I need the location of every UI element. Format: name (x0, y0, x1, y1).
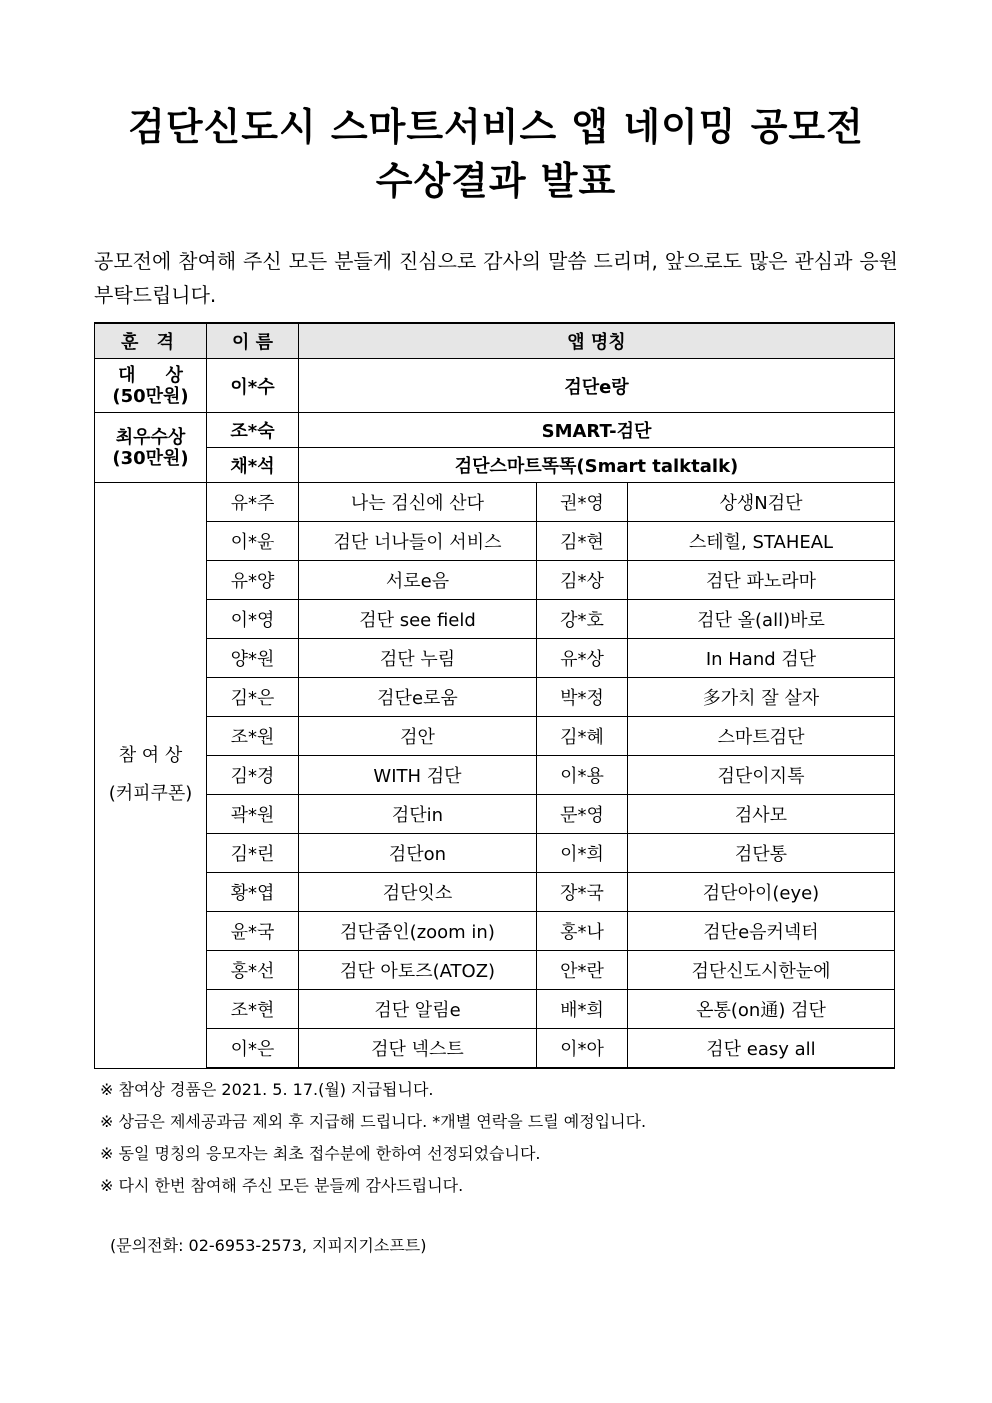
winner-name: 안*란 (537, 951, 628, 990)
winner-app: 검단 알림e (299, 990, 537, 1029)
note-item: ※ 다시 한번 참여해 주신 모든 분들께 감사드립니다. (100, 1176, 464, 1195)
winner-name: 곽*원 (207, 795, 299, 834)
winner-app: 나는 검신에 산다 (299, 483, 537, 522)
participation-row (95, 483, 895, 522)
winner-app: 검단 넥스트 (299, 1029, 537, 1069)
winner-app: 검단e음커넥터 (628, 912, 895, 951)
participation-row (95, 678, 895, 717)
winner-name: 김*린 (207, 834, 299, 873)
winner-app: 검사모 (628, 795, 895, 834)
note-item: ※ 동일 명칭의 응모자는 최초 접수분에 한하여 선정되었습니다. (100, 1144, 541, 1163)
grand-winner-app: 검단e랑 (299, 359, 895, 413)
page-subtitle: 수상결과 발표 (375, 159, 617, 203)
header-app-name: 앱 명칭 (299, 323, 895, 359)
winner-app: 검단이지톡 (628, 756, 895, 795)
page-title: 검단신도시 스마트서비스 앱 네이밍 공모전 (128, 105, 864, 149)
winner-name: 이*영 (207, 600, 299, 639)
contact-info: (문의전화: 02-6953-2573, 지피지기소프트) (110, 1236, 427, 1255)
grand-winner-name: 이*수 (207, 359, 299, 413)
winner-name: 김*혜 (537, 717, 628, 756)
excellence-row (95, 413, 895, 448)
participation-row (95, 834, 895, 873)
participation-row (95, 990, 895, 1029)
note-item: ※ 참여상 경품은 2021. 5. 17.(월) 지급됩니다. (100, 1080, 434, 1099)
participation-row (95, 951, 895, 990)
grand-award-label-b: 상 (165, 364, 183, 386)
excellence-award-cell (95, 413, 207, 483)
winner-name: 이*아 (537, 1029, 628, 1069)
winner-name: 이*용 (537, 756, 628, 795)
winner-name: 김*상 (537, 561, 628, 600)
winner-app: 서로e음 (299, 561, 537, 600)
winner-app: 검안 (299, 717, 537, 756)
winner-app: 검단 easy all (628, 1029, 895, 1069)
winner-name: 이*윤 (207, 522, 299, 561)
winner-app: In Hand 검단 (628, 639, 895, 678)
grand-award-label-a: 대 (118, 364, 136, 386)
participation-row (95, 912, 895, 951)
participation-row (95, 873, 895, 912)
excellence-winner-app: 검단스마트똑똑(Smart talktalk) (299, 448, 895, 483)
winner-app: 검단아이(eye) (628, 873, 895, 912)
excellence-prize-amount: (30만원) (112, 447, 189, 469)
winner-app: 스테힐, STAHEAL (628, 522, 895, 561)
grand-prize-amount: (50만원) (112, 385, 189, 407)
winner-name: 황*엽 (207, 873, 299, 912)
winner-name: 김*은 (207, 678, 299, 717)
winner-name: 양*원 (207, 639, 299, 678)
winner-app: 검단 see field (299, 600, 537, 639)
winner-app: 검단줌인(zoom in) (299, 912, 537, 951)
winner-name: 홍*선 (207, 951, 299, 990)
winner-name: 윤*국 (207, 912, 299, 951)
header-award: 훈 격 (95, 323, 207, 359)
winner-name: 유*주 (207, 483, 299, 522)
winner-name: 박*정 (537, 678, 628, 717)
winner-app: 온통(on通) 검단 (628, 990, 895, 1029)
winner-name: 김*경 (207, 756, 299, 795)
winner-app: 스마트검단 (628, 717, 895, 756)
winner-app: 검단 올(all)바로 (628, 600, 895, 639)
participation-row (95, 600, 895, 639)
winner-app: 검단신도시한눈에 (628, 951, 895, 990)
winner-app: 검단 파노라마 (628, 561, 895, 600)
winner-app: 검단 너나들이 서비스 (299, 522, 537, 561)
winner-name: 홍*나 (537, 912, 628, 951)
winner-name: 김*현 (537, 522, 628, 561)
winner-app: 多가치 잘 살자 (628, 678, 895, 717)
excellence-row (95, 448, 895, 483)
participation-award-label: 참 여 상 (118, 745, 183, 767)
participation-row (95, 756, 895, 795)
participation-row (95, 717, 895, 756)
winner-app: 검단in (299, 795, 537, 834)
winner-name: 조*원 (207, 717, 299, 756)
winner-name: 이*은 (207, 1029, 299, 1069)
table-header-row (95, 323, 895, 359)
excellence-award-label: 최우수상 (115, 426, 186, 448)
participation-row (95, 1029, 895, 1069)
winner-name: 문*영 (537, 795, 628, 834)
winner-name: 조*현 (207, 990, 299, 1029)
excellence-winner-name: 조*숙 (207, 413, 299, 448)
winner-app: WITH 검단 (299, 756, 537, 795)
winner-name: 장*국 (537, 873, 628, 912)
note-item: ※ 상금은 제세공과금 제외 후 지급해 드립니다. *개별 연락을 드릴 예정입니다. (100, 1112, 647, 1131)
winner-name: 유*상 (537, 639, 628, 678)
grand-award-cell (95, 359, 207, 413)
winner-name: 강*호 (537, 600, 628, 639)
winner-app: 상생N검단 (628, 483, 895, 522)
winner-app: 검단e로움 (299, 678, 537, 717)
participation-row (95, 639, 895, 678)
winner-name: 배*희 (537, 990, 628, 1029)
winner-app: 검단통 (628, 834, 895, 873)
notes-list (100, 1074, 646, 1202)
grand-prize-row (95, 359, 895, 413)
participation-award-cell (95, 483, 207, 1069)
excellence-winner-name: 채*석 (207, 448, 299, 483)
participation-prize: (커피쿠폰) (108, 783, 193, 805)
participation-row (95, 561, 895, 600)
winner-app: 검단 아토즈(ATOZ) (299, 951, 537, 990)
winner-app: 검단on (299, 834, 537, 873)
intro-paragraph: 공모전에 참여해 주신 모든 분들게 진심으로 감사의 말씀 드리며, 앞으로도 많은 관심과 응원 부탁드립니다. (94, 249, 898, 307)
winner-app: 검단잇소 (299, 873, 537, 912)
header-name: 이 름 (207, 323, 299, 359)
winner-name: 권*영 (537, 483, 628, 522)
participation-row (95, 795, 895, 834)
participation-row (95, 522, 895, 561)
winner-app: 검단 누림 (299, 639, 537, 678)
awards-table (94, 322, 895, 1069)
excellence-winner-app: SMART-검단 (299, 413, 895, 448)
winner-name: 이*희 (537, 834, 628, 873)
winner-name: 유*양 (207, 561, 299, 600)
